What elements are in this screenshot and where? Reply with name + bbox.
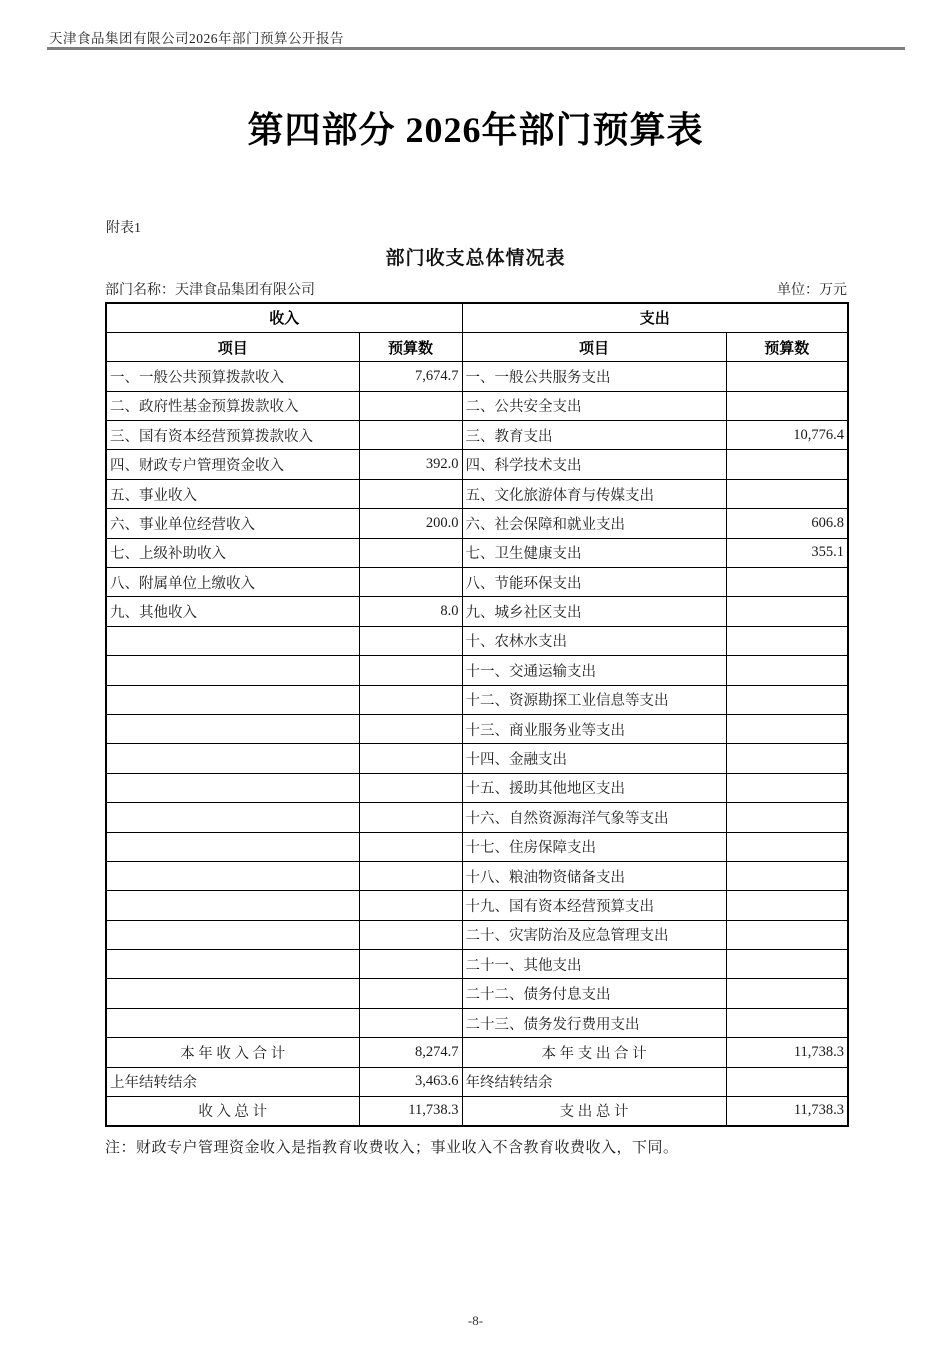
income-item-cell bbox=[106, 773, 359, 802]
expense-budget-cell bbox=[726, 832, 848, 861]
expense-budget-cell bbox=[726, 391, 848, 420]
section-header-row bbox=[106, 303, 848, 332]
table-row bbox=[106, 891, 848, 920]
income-budget-cell: 8.0 bbox=[359, 597, 462, 626]
expense-budget-cell bbox=[726, 744, 848, 773]
table-row bbox=[106, 773, 848, 802]
document-header: 天津食品集团有限公司2026年部门预算公开报告 bbox=[49, 31, 344, 46]
expense-item-column-header: 项目 bbox=[462, 332, 726, 361]
grand-total-row bbox=[106, 1097, 848, 1126]
expense-item-cell: 三、教育支出 bbox=[462, 421, 726, 450]
expense-budget-cell: 606.8 bbox=[726, 509, 848, 538]
expense-item-cell: 二十一、其他支出 bbox=[462, 950, 726, 979]
annual-income-total-label: 本 年 收 入 合 计 bbox=[106, 1038, 359, 1067]
expense-grand-total-value: 11,738.3 bbox=[726, 1097, 848, 1126]
income-budget-cell bbox=[359, 685, 462, 714]
table-row bbox=[106, 656, 848, 685]
table-row bbox=[106, 920, 848, 949]
expense-item-cell: 十六、自然资源海洋气象等支出 bbox=[462, 803, 726, 832]
expense-item-cell: 十八、粮油物资储备支出 bbox=[462, 861, 726, 890]
table-row bbox=[106, 744, 848, 773]
expense-item-cell: 七、卫生健康支出 bbox=[462, 538, 726, 567]
income-budget-cell bbox=[359, 479, 462, 508]
table-title: 部门收支总体情况表 bbox=[385, 248, 566, 269]
income-item-cell: 七、上级补助收入 bbox=[106, 538, 359, 567]
expense-item-cell: 一、一般公共服务支出 bbox=[462, 362, 726, 391]
income-item-cell bbox=[106, 891, 359, 920]
expense-item-cell: 十一、交通运输支出 bbox=[462, 656, 726, 685]
expense-item-cell: 二十二、债务付息支出 bbox=[462, 979, 726, 1008]
income-budget-cell: 392.0 bbox=[359, 450, 462, 479]
budget-table bbox=[105, 302, 849, 1127]
expense-budget-cell: 10,776.4 bbox=[726, 421, 848, 450]
annual-expense-total-label: 本 年 支 出 合 计 bbox=[462, 1038, 726, 1067]
income-item-cell bbox=[106, 626, 359, 655]
table-row bbox=[106, 626, 848, 655]
income-budget-cell: 200.0 bbox=[359, 509, 462, 538]
expense-budget-cell bbox=[726, 362, 848, 391]
income-item-cell: 六、事业单位经营收入 bbox=[106, 509, 359, 538]
column-header-row bbox=[106, 332, 848, 361]
expense-grand-total-label: 支 出 总 计 bbox=[462, 1097, 726, 1126]
expense-budget-cell bbox=[726, 714, 848, 743]
income-item-cell: 五、事业收入 bbox=[106, 479, 359, 508]
expense-item-cell: 二、公共安全支出 bbox=[462, 391, 726, 420]
income-item-column-header: 项目 bbox=[106, 332, 359, 361]
expense-item-cell: 二十三、债务发行费用支出 bbox=[462, 1008, 726, 1037]
income-item-cell bbox=[106, 1008, 359, 1037]
table-row bbox=[106, 421, 848, 450]
expense-budget-cell bbox=[726, 626, 848, 655]
expense-budget-cell bbox=[726, 979, 848, 1008]
expense-item-cell: 十五、援助其他地区支出 bbox=[462, 773, 726, 802]
annual-total-row bbox=[106, 1038, 848, 1067]
table-row bbox=[106, 803, 848, 832]
income-item-cell bbox=[106, 685, 359, 714]
income-item-cell bbox=[106, 861, 359, 890]
table-row bbox=[106, 685, 848, 714]
income-budget-cell bbox=[359, 803, 462, 832]
header-rule bbox=[47, 47, 905, 50]
income-item-cell: 三、国有资本经营预算拨款收入 bbox=[106, 421, 359, 450]
income-budget-cell bbox=[359, 832, 462, 861]
income-section-header: 收入 bbox=[106, 303, 462, 332]
income-item-cell bbox=[106, 979, 359, 1008]
income-item-cell: 四、财政专户管理资金收入 bbox=[106, 450, 359, 479]
annual-income-total-value: 8,274.7 bbox=[359, 1038, 462, 1067]
page-number: -8- bbox=[467, 1313, 484, 1328]
annual-expense-total-value: 11,738.3 bbox=[726, 1038, 848, 1067]
table-row bbox=[106, 479, 848, 508]
expense-section-header: 支出 bbox=[462, 303, 848, 332]
expense-item-cell: 四、科学技术支出 bbox=[462, 450, 726, 479]
table-row bbox=[106, 714, 848, 743]
income-budget-cell bbox=[359, 861, 462, 890]
table-row bbox=[106, 509, 848, 538]
income-budget-cell bbox=[359, 920, 462, 949]
expense-budget-cell bbox=[726, 861, 848, 890]
table-row bbox=[106, 597, 848, 626]
year-end-carryover-value bbox=[726, 1067, 848, 1096]
expense-item-cell: 十九、国有资本经营预算支出 bbox=[462, 891, 726, 920]
expense-budget-column-header: 预算数 bbox=[726, 332, 848, 361]
expense-budget-cell bbox=[726, 568, 848, 597]
footnote: 注：财政专户管理资金收入是指教育收费收入；事业收入不含教育收费收入，下同。 bbox=[105, 1140, 679, 1156]
income-item-cell bbox=[106, 803, 359, 832]
income-budget-cell bbox=[359, 979, 462, 1008]
main-title: 第四部分 2026年部门预算表 bbox=[247, 110, 704, 150]
year-end-carryover-label: 年终结转结余 bbox=[462, 1067, 726, 1096]
expense-budget-cell bbox=[726, 803, 848, 832]
income-budget-cell: 7,674.7 bbox=[359, 362, 462, 391]
prior-year-carryover-label: 上年结转结余 bbox=[106, 1067, 359, 1096]
table-row bbox=[106, 362, 848, 391]
department-name-label: 部门名称：天津食品集团有限公司 bbox=[105, 283, 315, 298]
income-budget-cell bbox=[359, 773, 462, 802]
income-item-cell bbox=[106, 920, 359, 949]
income-item-cell bbox=[106, 832, 359, 861]
attachment-label: 附表1 bbox=[106, 221, 141, 236]
income-item-cell bbox=[106, 714, 359, 743]
expense-budget-cell bbox=[726, 597, 848, 626]
income-budget-cell bbox=[359, 656, 462, 685]
expense-budget-cell bbox=[726, 1008, 848, 1037]
income-item-cell: 八、附属单位上缴收入 bbox=[106, 568, 359, 597]
table-row bbox=[106, 950, 848, 979]
expense-item-cell: 十四、金融支出 bbox=[462, 744, 726, 773]
expense-budget-cell bbox=[726, 920, 848, 949]
expense-budget-cell bbox=[726, 450, 848, 479]
income-budget-cell bbox=[359, 744, 462, 773]
income-item-cell bbox=[106, 950, 359, 979]
table-row bbox=[106, 979, 848, 1008]
income-budget-cell bbox=[359, 538, 462, 567]
income-item-cell bbox=[106, 656, 359, 685]
expense-item-cell: 二十、灾害防治及应急管理支出 bbox=[462, 920, 726, 949]
table-row bbox=[106, 391, 848, 420]
expense-budget-cell: 355.1 bbox=[726, 538, 848, 567]
expense-item-cell: 八、节能环保支出 bbox=[462, 568, 726, 597]
table-row bbox=[106, 861, 848, 890]
expense-budget-cell bbox=[726, 950, 848, 979]
expense-item-cell: 十、农林水支出 bbox=[462, 626, 726, 655]
income-item-cell: 二、政府性基金预算拨款收入 bbox=[106, 391, 359, 420]
prior-year-carryover-value: 3,463.6 bbox=[359, 1067, 462, 1096]
expense-budget-cell bbox=[726, 773, 848, 802]
expense-item-cell: 十七、住房保障支出 bbox=[462, 832, 726, 861]
expense-budget-cell bbox=[726, 656, 848, 685]
table-row bbox=[106, 568, 848, 597]
table-row bbox=[106, 1008, 848, 1037]
expense-item-cell: 十二、资源勘探工业信息等支出 bbox=[462, 685, 726, 714]
expense-item-cell: 九、城乡社区支出 bbox=[462, 597, 726, 626]
carryover-row bbox=[106, 1067, 848, 1096]
expense-budget-cell bbox=[726, 479, 848, 508]
table-meta-row bbox=[105, 279, 847, 299]
income-item-cell bbox=[106, 744, 359, 773]
income-budget-cell bbox=[359, 891, 462, 920]
income-budget-cell bbox=[359, 391, 462, 420]
income-budget-cell bbox=[359, 568, 462, 597]
expense-item-cell: 五、文化旅游体育与传媒支出 bbox=[462, 479, 726, 508]
income-budget-cell bbox=[359, 421, 462, 450]
expense-item-cell: 六、社会保障和就业支出 bbox=[462, 509, 726, 538]
income-budget-cell bbox=[359, 950, 462, 979]
income-budget-cell bbox=[359, 626, 462, 655]
expense-budget-cell bbox=[726, 891, 848, 920]
income-grand-total-value: 11,738.3 bbox=[359, 1097, 462, 1126]
unit-label: 单位：万元 bbox=[777, 283, 847, 298]
table-row bbox=[106, 538, 848, 567]
income-budget-cell bbox=[359, 1008, 462, 1037]
income-grand-total-label: 收 入 总 计 bbox=[106, 1097, 359, 1126]
table-row bbox=[106, 450, 848, 479]
income-item-cell: 一、一般公共预算拨款收入 bbox=[106, 362, 359, 391]
income-item-cell: 九、其他收入 bbox=[106, 597, 359, 626]
expense-item-cell: 十三、商业服务业等支出 bbox=[462, 714, 726, 743]
expense-budget-cell bbox=[726, 685, 848, 714]
income-budget-cell bbox=[359, 714, 462, 743]
income-budget-column-header: 预算数 bbox=[359, 332, 462, 361]
table-row bbox=[106, 832, 848, 861]
